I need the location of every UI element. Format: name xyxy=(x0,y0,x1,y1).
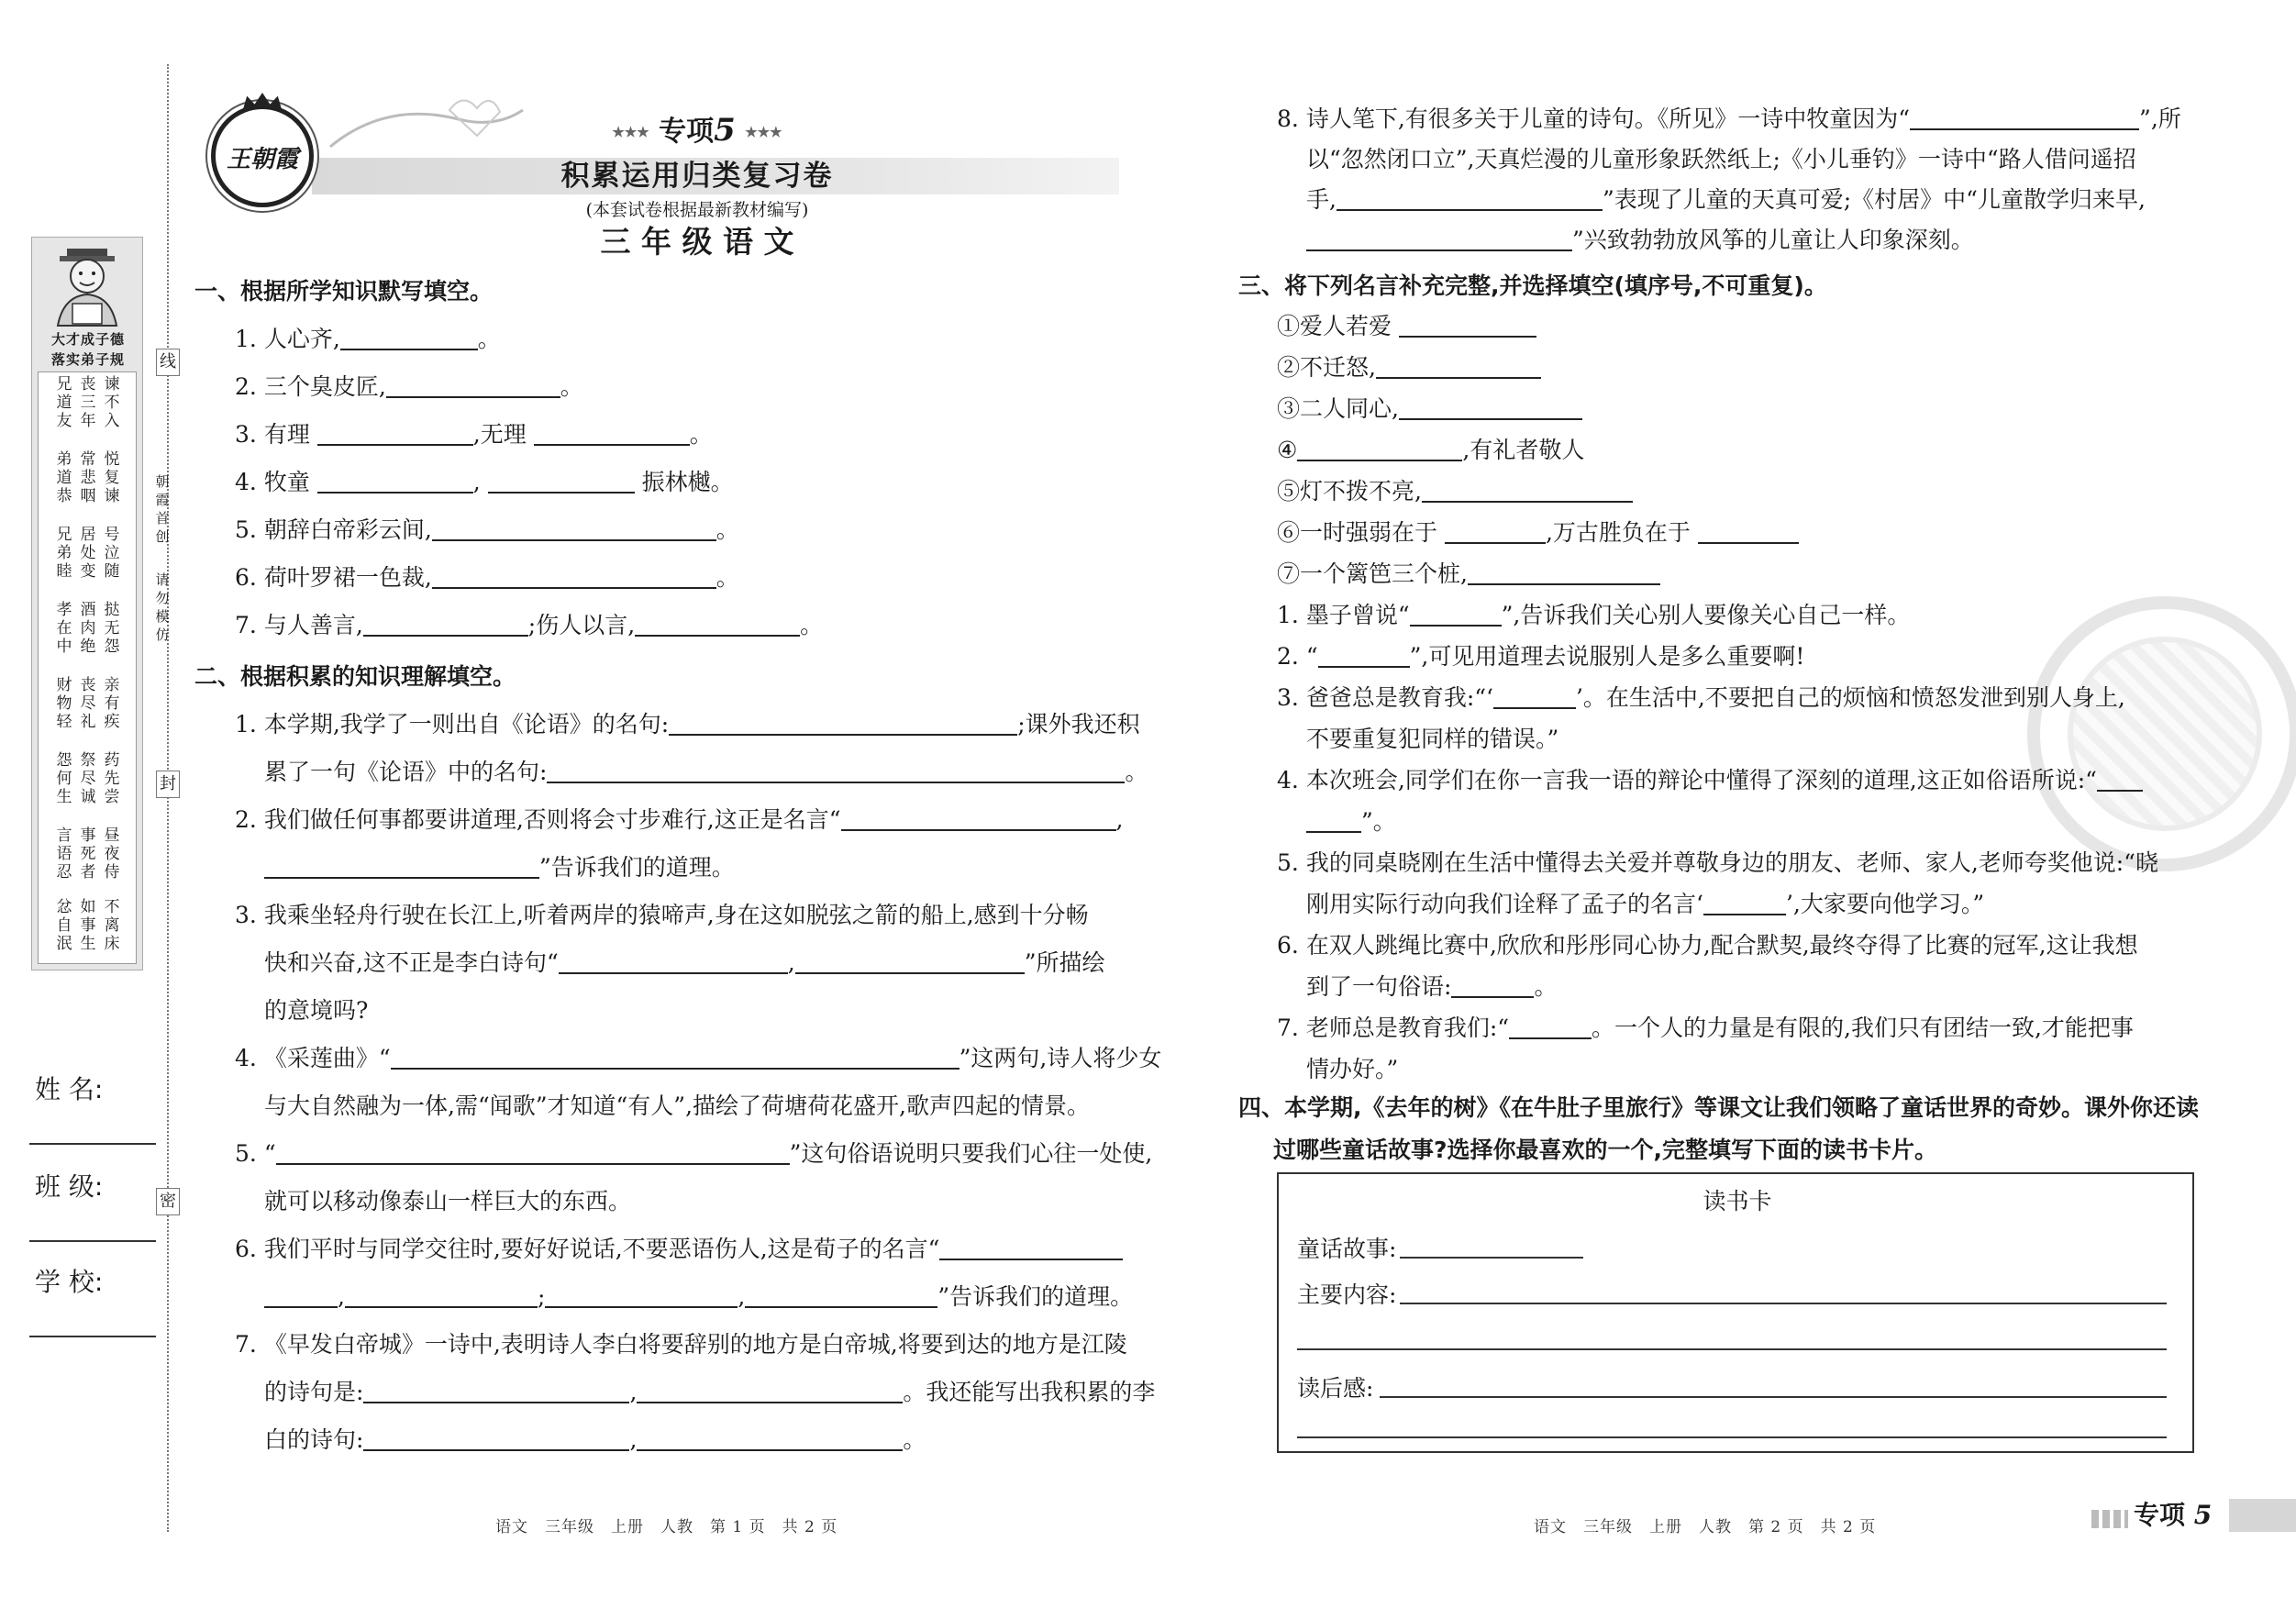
answer-blank[interactable] xyxy=(432,517,716,541)
answer-blank[interactable] xyxy=(939,1237,1123,1260)
section-2 xyxy=(194,657,1167,1482)
item-number: 4. xyxy=(1277,767,1299,793)
item-number: 4. xyxy=(235,1045,257,1071)
s3-q3-line2 xyxy=(1306,719,1558,760)
seal-word-xian: 线 xyxy=(156,349,180,376)
s3-q3-line1 xyxy=(1277,678,2125,718)
logo-text: 王朝霞 xyxy=(226,146,298,173)
poem-col-10: 孝在中 xyxy=(56,601,72,656)
question-text: 累了一句《论语》中的名句: xyxy=(264,759,548,785)
main-title: 积累运用归类复习卷 xyxy=(560,160,834,193)
answer-blank[interactable] xyxy=(1337,187,1603,211)
answer-blank[interactable] xyxy=(317,470,473,494)
proverb-4 xyxy=(1277,430,1584,471)
item-number: 2. xyxy=(235,373,257,400)
feeling-field[interactable] xyxy=(1380,1396,2167,1398)
item-text: 荷叶罗裙一色裁, xyxy=(263,564,432,591)
item-text: 。 xyxy=(560,373,583,400)
reading-card-title: 读书卡 xyxy=(1703,1188,1772,1214)
item-text: ;伤人以言, xyxy=(527,612,636,638)
footer-page-1: 语文 三年级 上册 人教 第 1 页 共 2 页 xyxy=(495,1518,838,1536)
s1-item-4 xyxy=(235,462,734,503)
poem-col-11: 酒肉绝 xyxy=(80,601,96,656)
q8-block xyxy=(1238,99,2211,264)
item-number: 5. xyxy=(235,516,257,543)
s2-q7-line3 xyxy=(264,1420,926,1460)
question-text: ”。 xyxy=(1361,808,1396,835)
answer-blank[interactable] xyxy=(363,1380,629,1403)
answer-blank[interactable] xyxy=(1306,227,1572,251)
question-text: , xyxy=(787,949,795,976)
item-text: ,无理 xyxy=(472,421,527,448)
q8-line2 xyxy=(1306,139,2136,180)
s2-q3-line3 xyxy=(264,991,368,1031)
s1-item-5 xyxy=(235,510,739,550)
content-field-2[interactable] xyxy=(1297,1348,2167,1350)
question-text: , xyxy=(629,1426,638,1453)
proverb-1 xyxy=(1277,306,1536,347)
poem-col-6: 悦复谏 xyxy=(104,450,120,505)
question-text: 到了一句俗语: xyxy=(1306,973,1452,1000)
answer-blank[interactable] xyxy=(264,855,539,879)
question-text: 我的同桌晓刚在生活中懂得去关爱并尊敬身边的朋友、老师、家人,老师夸奖他说:“晓 xyxy=(1305,849,2158,876)
s2-q4-line2 xyxy=(264,1086,1090,1126)
item-text: 。 xyxy=(689,421,713,448)
answer-blank[interactable] xyxy=(1376,355,1541,379)
section-2-heading: 二、根据积累的知识理解填空。 xyxy=(194,663,516,690)
answer-blank[interactable] xyxy=(635,613,800,637)
story-label: 童话故事: xyxy=(1297,1236,1397,1262)
proverb-text: ,有礼者敬人 xyxy=(1462,437,1585,463)
question-text: ’,大家要向他学习。” xyxy=(1785,891,1985,917)
proverb-text: ②不迁怒, xyxy=(1277,354,1376,381)
motto-line-1: 大才成子德 xyxy=(50,331,125,348)
question-text: 手, xyxy=(1306,186,1337,213)
question-text: “ xyxy=(263,1140,276,1167)
answer-blank[interactable] xyxy=(545,1284,738,1308)
poem-col-4: 弟道恭 xyxy=(56,450,72,505)
answer-blank[interactable] xyxy=(637,1427,903,1451)
s3-q1 xyxy=(1277,595,1910,636)
content-field[interactable] xyxy=(1400,1303,2167,1304)
feeling-label: 读后感: xyxy=(1297,1375,1374,1402)
question-text: 诗人笔下,有很多关于儿童的诗句。《所见》一诗中牧童因为“ xyxy=(1305,105,1911,132)
answer-blank[interactable] xyxy=(345,1284,538,1308)
s1-item-7 xyxy=(235,605,823,646)
question-text: , xyxy=(338,1283,345,1310)
section-3-heading: 三、将下列名言补充完整,并选择填空(填序号,不可重复)。 xyxy=(1238,272,1827,299)
s3-q4-line1 xyxy=(1277,760,2143,801)
proverb-text: ⑥一时强弱在于 xyxy=(1277,519,1438,546)
question-text: 我乘坐轻舟行驶在长江上,听着两岸的猿啼声,身在这如脱弦之箭的船上,感到十分畅 xyxy=(263,902,1089,928)
stars-right: ★★★ xyxy=(745,124,782,140)
question-text: 的诗句是: xyxy=(264,1379,364,1405)
proverb-7 xyxy=(1277,554,1660,594)
question-text: 与大自然融为一体,需“闻歌”才知道“有人”,描绘了荷塘荷花盛开,歌声四起的情景。 xyxy=(264,1092,1090,1119)
question-text: 。 xyxy=(1534,973,1558,1000)
question-text: 的意境吗? xyxy=(264,997,369,1024)
footer-page-2: 语文 三年级 上册 人教 第 2 页 共 2 页 xyxy=(1534,1518,1877,1536)
name-label: 姓 名: xyxy=(35,1074,104,1104)
stars-left: ★★★ xyxy=(612,124,649,140)
proverb-text: ③二人同心, xyxy=(1277,395,1399,422)
answer-blank[interactable] xyxy=(363,1427,629,1451)
corner-bar xyxy=(2229,1499,2296,1532)
question-text: 墨子曾说“ xyxy=(1305,602,1410,628)
series-name: 专项 xyxy=(659,116,715,148)
s1-item-1 xyxy=(235,319,501,360)
poem-col-15: 亲有疾 xyxy=(104,676,120,731)
item-text: 有理 xyxy=(263,421,310,448)
poem-col-17: 祭尽诚 xyxy=(80,751,96,806)
answer-blank[interactable] xyxy=(1468,561,1660,585)
item-number: 1. xyxy=(235,711,257,738)
answer-blank[interactable] xyxy=(391,1046,959,1070)
item-text: 朝辞白帝彩云间, xyxy=(263,516,432,543)
answer-blank[interactable] xyxy=(1399,314,1536,338)
question-text: , xyxy=(1115,806,1124,833)
binding-strip xyxy=(0,0,183,1597)
question-text: 本次班会,同学们在你一言我一语的辩论中懂得了深刻的道理,这正如俗语所说:“ xyxy=(1305,767,2097,793)
answer-blank[interactable] xyxy=(1451,974,1534,998)
cut-line xyxy=(167,64,169,1532)
s1-item-3 xyxy=(235,415,713,455)
poem-col-8: 居处变 xyxy=(80,526,96,581)
item-number: 7. xyxy=(235,1331,257,1358)
feeling-field-2[interactable] xyxy=(1297,1436,2167,1438)
corner-label-text: 专项 xyxy=(2134,1500,2186,1530)
item-number: 6. xyxy=(1277,932,1299,959)
corner-label-number: 5 xyxy=(2193,1500,2213,1530)
poem-col-7: 兄弟睦 xyxy=(56,526,72,581)
item-number: 1. xyxy=(1277,602,1299,628)
s2-q5-line1 xyxy=(235,1134,1152,1174)
question-text: 本学期,我学了一则出自《论语》的名句: xyxy=(263,711,670,738)
answer-blank[interactable] xyxy=(795,950,1025,974)
question-text: ;课外我还积 xyxy=(1017,711,1140,738)
proverb-text: ⑤灯不拨不亮, xyxy=(1277,478,1422,505)
item-text: 人心齐, xyxy=(263,326,340,352)
answer-blank[interactable] xyxy=(745,1284,937,1308)
question-text: ’。在生活中,不要把自己的烦恼和愤怒发泄到别人身上, xyxy=(1575,684,2125,711)
seal-word-feng: 封 xyxy=(156,771,180,798)
school-label: 学 校: xyxy=(35,1267,104,1297)
question-text: 快和兴奋,这不正是李白诗句“ xyxy=(264,949,559,976)
warning-text-1: 朝霞首创 xyxy=(155,473,170,545)
question-text: 我们做任何事都要讲道理,否则将会寸步难行,这正是名言“ xyxy=(263,806,841,833)
poem-col-2: 丧三年 xyxy=(80,375,96,430)
answer-blank[interactable] xyxy=(1399,396,1582,420)
question-text: , xyxy=(738,1283,746,1310)
answer-blank[interactable] xyxy=(264,1284,338,1308)
item-number: 6. xyxy=(235,564,257,591)
reading-card xyxy=(1277,1172,2194,1453)
section-1-heading: 一、根据所学知识默写填空。 xyxy=(194,278,494,305)
proverb-6 xyxy=(1277,513,1799,553)
warning-text-2: 请勿模仿 xyxy=(155,571,170,643)
s2-q6-line1 xyxy=(235,1229,1123,1270)
item-number: 2. xyxy=(235,806,257,833)
item-text: 振林樾。 xyxy=(641,469,734,495)
question-text: 在双人跳绳比赛中,欣欣和彤彤同心协力,配合默契,最终夺得了比赛的冠军,这让我想 xyxy=(1305,932,2138,959)
item-text: 。 xyxy=(715,564,739,591)
answer-blank[interactable] xyxy=(841,807,1116,831)
s2-q2-line1 xyxy=(235,800,1123,840)
s2-q2-line2 xyxy=(264,848,735,888)
question-text: 爸爸总是教育我:“‘ xyxy=(1305,684,1493,711)
scholar-panel xyxy=(31,237,143,970)
item-number: 3. xyxy=(235,421,257,448)
question-text: 。我还能写出我积累的李 xyxy=(903,1379,1156,1405)
edition-note: (本套试卷根据最新教材编写) xyxy=(585,200,809,220)
series-number: 5 xyxy=(714,112,736,149)
question-text: 《早发白帝城》一诗中,表明诗人李白将要辞别的地方是白帝城,将要到达的地方是江陵 xyxy=(263,1331,1127,1358)
s2-q1-line2 xyxy=(264,752,1148,793)
question-text: 白的诗句: xyxy=(264,1426,364,1453)
q8-line3 xyxy=(1306,180,2146,220)
question-text: ; xyxy=(537,1283,546,1310)
question-text: 我们平时与同学交往时,要好好说话,不要恶语伤人,这是荀子的名言“ xyxy=(263,1236,940,1262)
question-text: 不要重复犯同样的错误。” xyxy=(1306,726,1559,752)
answer-blank[interactable] xyxy=(276,1141,790,1165)
proverb-text: ①爱人若爱 xyxy=(1277,313,1392,339)
s3-q2 xyxy=(1277,637,1804,677)
s2-q7-line1 xyxy=(235,1325,1127,1365)
question-text: 以“忽然闭口立”,天真烂漫的儿童形象跃然纸上;《小儿垂钓》一诗中“路人借问遥招 xyxy=(1306,146,2136,172)
section-3 xyxy=(1238,266,2211,1092)
s3-q4-line2 xyxy=(1306,802,1396,842)
question-text: “ xyxy=(1305,643,1318,670)
corner-label xyxy=(2134,1495,2212,1532)
s1-item-2 xyxy=(235,367,583,407)
answer-blank[interactable] xyxy=(1410,603,1502,627)
logo-crown-icon xyxy=(243,93,282,109)
item-text: , xyxy=(472,469,481,495)
poem-col-19: 言语忍 xyxy=(56,826,72,882)
section-4-heading-2: 过哪些童话故事?选择你最喜欢的一个,完整填写下面的读书卡片。 xyxy=(1273,1137,1938,1163)
class-field[interactable] xyxy=(29,1240,156,1242)
s3-q6-line1 xyxy=(1277,926,2138,966)
poem-col-16: 怨何生 xyxy=(56,751,72,806)
answer-blank[interactable] xyxy=(1910,106,2139,130)
answer-blank[interactable] xyxy=(1318,644,1410,668)
proverb-2 xyxy=(1277,348,1541,388)
subject-title: 三 年 级 语 文 xyxy=(600,224,794,260)
proverb-3 xyxy=(1277,389,1582,429)
section-4-heading-1: 四、本学期,《去年的树》《在牛肚子里旅行》等课文让我们领略了童话世界的奇妙。课外你还读 xyxy=(1238,1094,2200,1121)
poem-col-22: 忿自泯 xyxy=(56,898,72,953)
s2-q6-line2 xyxy=(264,1277,1133,1317)
question-text: 情办好。” xyxy=(1306,1056,1399,1082)
question-text: ”这句俗语说明只要我们心往一处使, xyxy=(789,1140,1153,1167)
s3-q7-line1 xyxy=(1277,1008,2134,1048)
answer-blank[interactable] xyxy=(2097,768,2143,792)
question-text: 。 xyxy=(1125,759,1148,785)
answer-blank[interactable] xyxy=(1698,520,1799,544)
proverb-text: ,万古胜负在于 xyxy=(1545,519,1691,546)
question-text: ”所描绘 xyxy=(1024,949,1105,976)
item-text: 。 xyxy=(800,612,824,638)
ribbon-decoration xyxy=(312,92,532,165)
poem-col-13: 财物轻 xyxy=(56,676,72,731)
question-text: ”告诉我们的道理。 xyxy=(937,1283,1134,1310)
question-text: ”,可见用道理去说服别人是多么重要啊! xyxy=(1409,643,1805,670)
question-text: 刚用实际行动向我们诠释了孟子的名言‘ xyxy=(1306,891,1703,917)
answer-blank[interactable] xyxy=(1297,438,1462,461)
answer-blank[interactable] xyxy=(363,613,528,637)
question-text: 《采莲曲》“ xyxy=(263,1045,391,1071)
item-text: 。 xyxy=(715,516,739,543)
header xyxy=(183,92,1147,266)
story-field[interactable] xyxy=(1400,1257,1583,1259)
class-label: 班 级: xyxy=(35,1171,104,1202)
question-text: ”告诉我们的道理。 xyxy=(539,854,735,881)
answer-blank[interactable] xyxy=(1703,892,1786,915)
poem-col-3: 谏不入 xyxy=(104,375,120,430)
poem-col-9: 号泣随 xyxy=(104,526,120,581)
poem-col-14: 丧尽礼 xyxy=(80,676,96,731)
section-4 xyxy=(1238,1088,2211,1455)
answer-blank[interactable] xyxy=(432,565,716,589)
poem-col-20: 事死者 xyxy=(80,826,96,882)
s2-q4-line1 xyxy=(235,1038,1161,1079)
item-number: 5. xyxy=(235,1140,257,1167)
poem-col-24: 不离床 xyxy=(104,898,120,953)
answer-blank[interactable] xyxy=(1306,809,1361,833)
corner-dots-icon xyxy=(2091,1510,2128,1528)
series-label xyxy=(541,108,853,149)
answer-blank[interactable] xyxy=(637,1380,903,1403)
s2-q3-line1 xyxy=(235,895,1089,936)
answer-blank[interactable] xyxy=(1509,1015,1592,1039)
school-field[interactable] xyxy=(29,1336,156,1337)
item-text: 与人善言, xyxy=(263,612,363,638)
question-text: ”这两句,诗人将少女 xyxy=(959,1045,1162,1071)
s2-q7-line2 xyxy=(264,1372,1155,1413)
question-text: ”表现了儿童的天真可爱;《村居》中“儿童散学归来早, xyxy=(1602,186,2146,213)
answer-blank[interactable] xyxy=(669,712,1017,736)
item-text: 。 xyxy=(477,326,501,352)
item-number: 2. xyxy=(1277,643,1299,670)
s3-q6-line2 xyxy=(1306,967,1557,1007)
item-number: 7. xyxy=(235,612,257,638)
section-1 xyxy=(194,272,1167,657)
item-number: 1. xyxy=(235,326,257,352)
q8-line1 xyxy=(1277,99,2181,139)
question-text: ”兴致勃勃放风筝的儿童让人印象深刻。 xyxy=(1572,227,1974,253)
poem-col-5: 常悲咽 xyxy=(80,450,96,505)
item-number: 6. xyxy=(235,1236,257,1262)
poem-col-12: 挞无怨 xyxy=(104,601,120,656)
answer-blank[interactable] xyxy=(559,950,788,974)
item-text: 牧童 xyxy=(263,469,310,495)
proverb-text: ④ xyxy=(1277,437,1298,463)
item-number: 4. xyxy=(235,469,257,495)
corner-tab xyxy=(2091,1495,2296,1537)
answer-blank[interactable] xyxy=(317,422,473,446)
question-text: 。 xyxy=(903,1426,926,1453)
answer-blank[interactable] xyxy=(386,374,560,398)
poem-col-1: 兄道友 xyxy=(56,375,72,430)
s3-q5-line2 xyxy=(1306,884,1984,925)
item-number: 8. xyxy=(1277,105,1299,132)
s2-q1-line1 xyxy=(235,704,1140,745)
question-text: 老师总是教育我们:“ xyxy=(1305,1015,1510,1041)
s2-q5-line2 xyxy=(264,1181,631,1222)
proverb-text: ⑦一个篱笆三个桩, xyxy=(1277,560,1468,587)
s3-q7-line2 xyxy=(1306,1049,1398,1090)
q8-line4 xyxy=(1306,220,1974,261)
item-number: 3. xyxy=(235,902,257,928)
question-text: 。一个人的力量是有限的,我们只有团结一致,才能把事 xyxy=(1592,1015,2134,1041)
item-number: 3. xyxy=(1277,684,1299,711)
proverb-5 xyxy=(1277,471,1633,512)
answer-blank[interactable] xyxy=(340,327,478,350)
item-number: 7. xyxy=(1277,1015,1299,1041)
name-field[interactable] xyxy=(29,1143,156,1145)
motto-line-2: 落实弟子规 xyxy=(50,351,125,368)
item-text: 三个臭皮匠, xyxy=(263,373,386,400)
scholar-illustration xyxy=(32,243,142,327)
item-number: 5. xyxy=(1277,849,1299,876)
answer-blank[interactable] xyxy=(1445,520,1546,544)
answer-blank[interactable] xyxy=(534,422,690,446)
s1-item-6 xyxy=(235,558,739,598)
answer-blank[interactable] xyxy=(488,470,635,494)
s3-q5-line1 xyxy=(1277,843,2158,883)
poem-col-18: 药先尝 xyxy=(104,751,120,806)
question-text: , xyxy=(629,1379,638,1405)
answer-blank[interactable] xyxy=(1493,685,1576,709)
seal-word-mi: 密 xyxy=(156,1188,180,1215)
poem-col-21: 昼夜侍 xyxy=(104,826,120,882)
s2-q3-line2 xyxy=(264,943,1104,983)
content-label: 主要内容: xyxy=(1297,1281,1397,1308)
logo-badge xyxy=(211,105,314,207)
question-text: 就可以移动像泰山一样巨大的东西。 xyxy=(264,1188,632,1214)
answer-blank[interactable] xyxy=(547,760,1125,783)
answer-blank[interactable] xyxy=(1422,479,1633,503)
question-text: ”,所 xyxy=(2139,105,2181,132)
question-text: ”,告诉我们关心别人要像关心自己一样。 xyxy=(1501,602,1911,628)
poem-col-23: 如事生 xyxy=(80,898,96,953)
